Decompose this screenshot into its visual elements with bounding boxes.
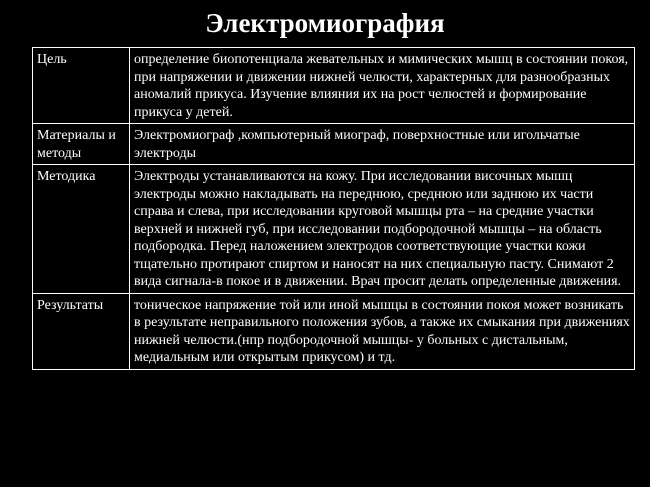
row-label-materials: Материалы и методы — [33, 124, 130, 165]
row-text-materials: Электромиограф ,компьютерный миограф, поверхностные или игольчатые электроды — [130, 124, 635, 165]
row-label-method: Методика — [33, 165, 130, 294]
row-label-results: Результаты — [33, 293, 130, 369]
slide-title: Электромиография — [205, 8, 445, 38]
row-text-method: Электроды устанавливаются на кожу. При исследовании височных мышц электроды можно накладывать на переднюю, среднюю или заднюю их части справа и слева, при исследовании круговой мышцы рта – на средние участки верхней и нижней губ, при исследовании подбородочной мышцы – на область подбородка. Перед наложением электродов соответствующие участки кожи тщательно протирают спиртом и наносят на них специальную пасту. Снимают 2 вида сигнала-в покое и в движении. Врач просит делать определенные движения. — [130, 165, 635, 294]
table-row-materials — [33, 124, 635, 165]
table-row-goal — [33, 48, 635, 124]
row-text-results: тоническое напряжение той или иной мышцы в состоянии покоя может возникать в результате неправильного положения зубов, а также их смыкания при движениях нижней челюсти.(нпр подбородочной мышцы- у больных с дистальным, медиальным или открытым прикусом) и тд. — [130, 293, 635, 369]
table-row-method — [33, 165, 635, 294]
row-text-goal: определение биопотенциала жевательных и мимических мышц в состоянии покоя, при напряжении и движении нижней челюсти, характерных для разнообразных аномалий прикуса. Изучение влияния их на рост челюстей и формирование прикуса у детей. — [130, 48, 635, 124]
row-label-goal: Цель — [33, 48, 130, 124]
table-row-results — [33, 293, 635, 369]
info-table — [32, 47, 635, 370]
